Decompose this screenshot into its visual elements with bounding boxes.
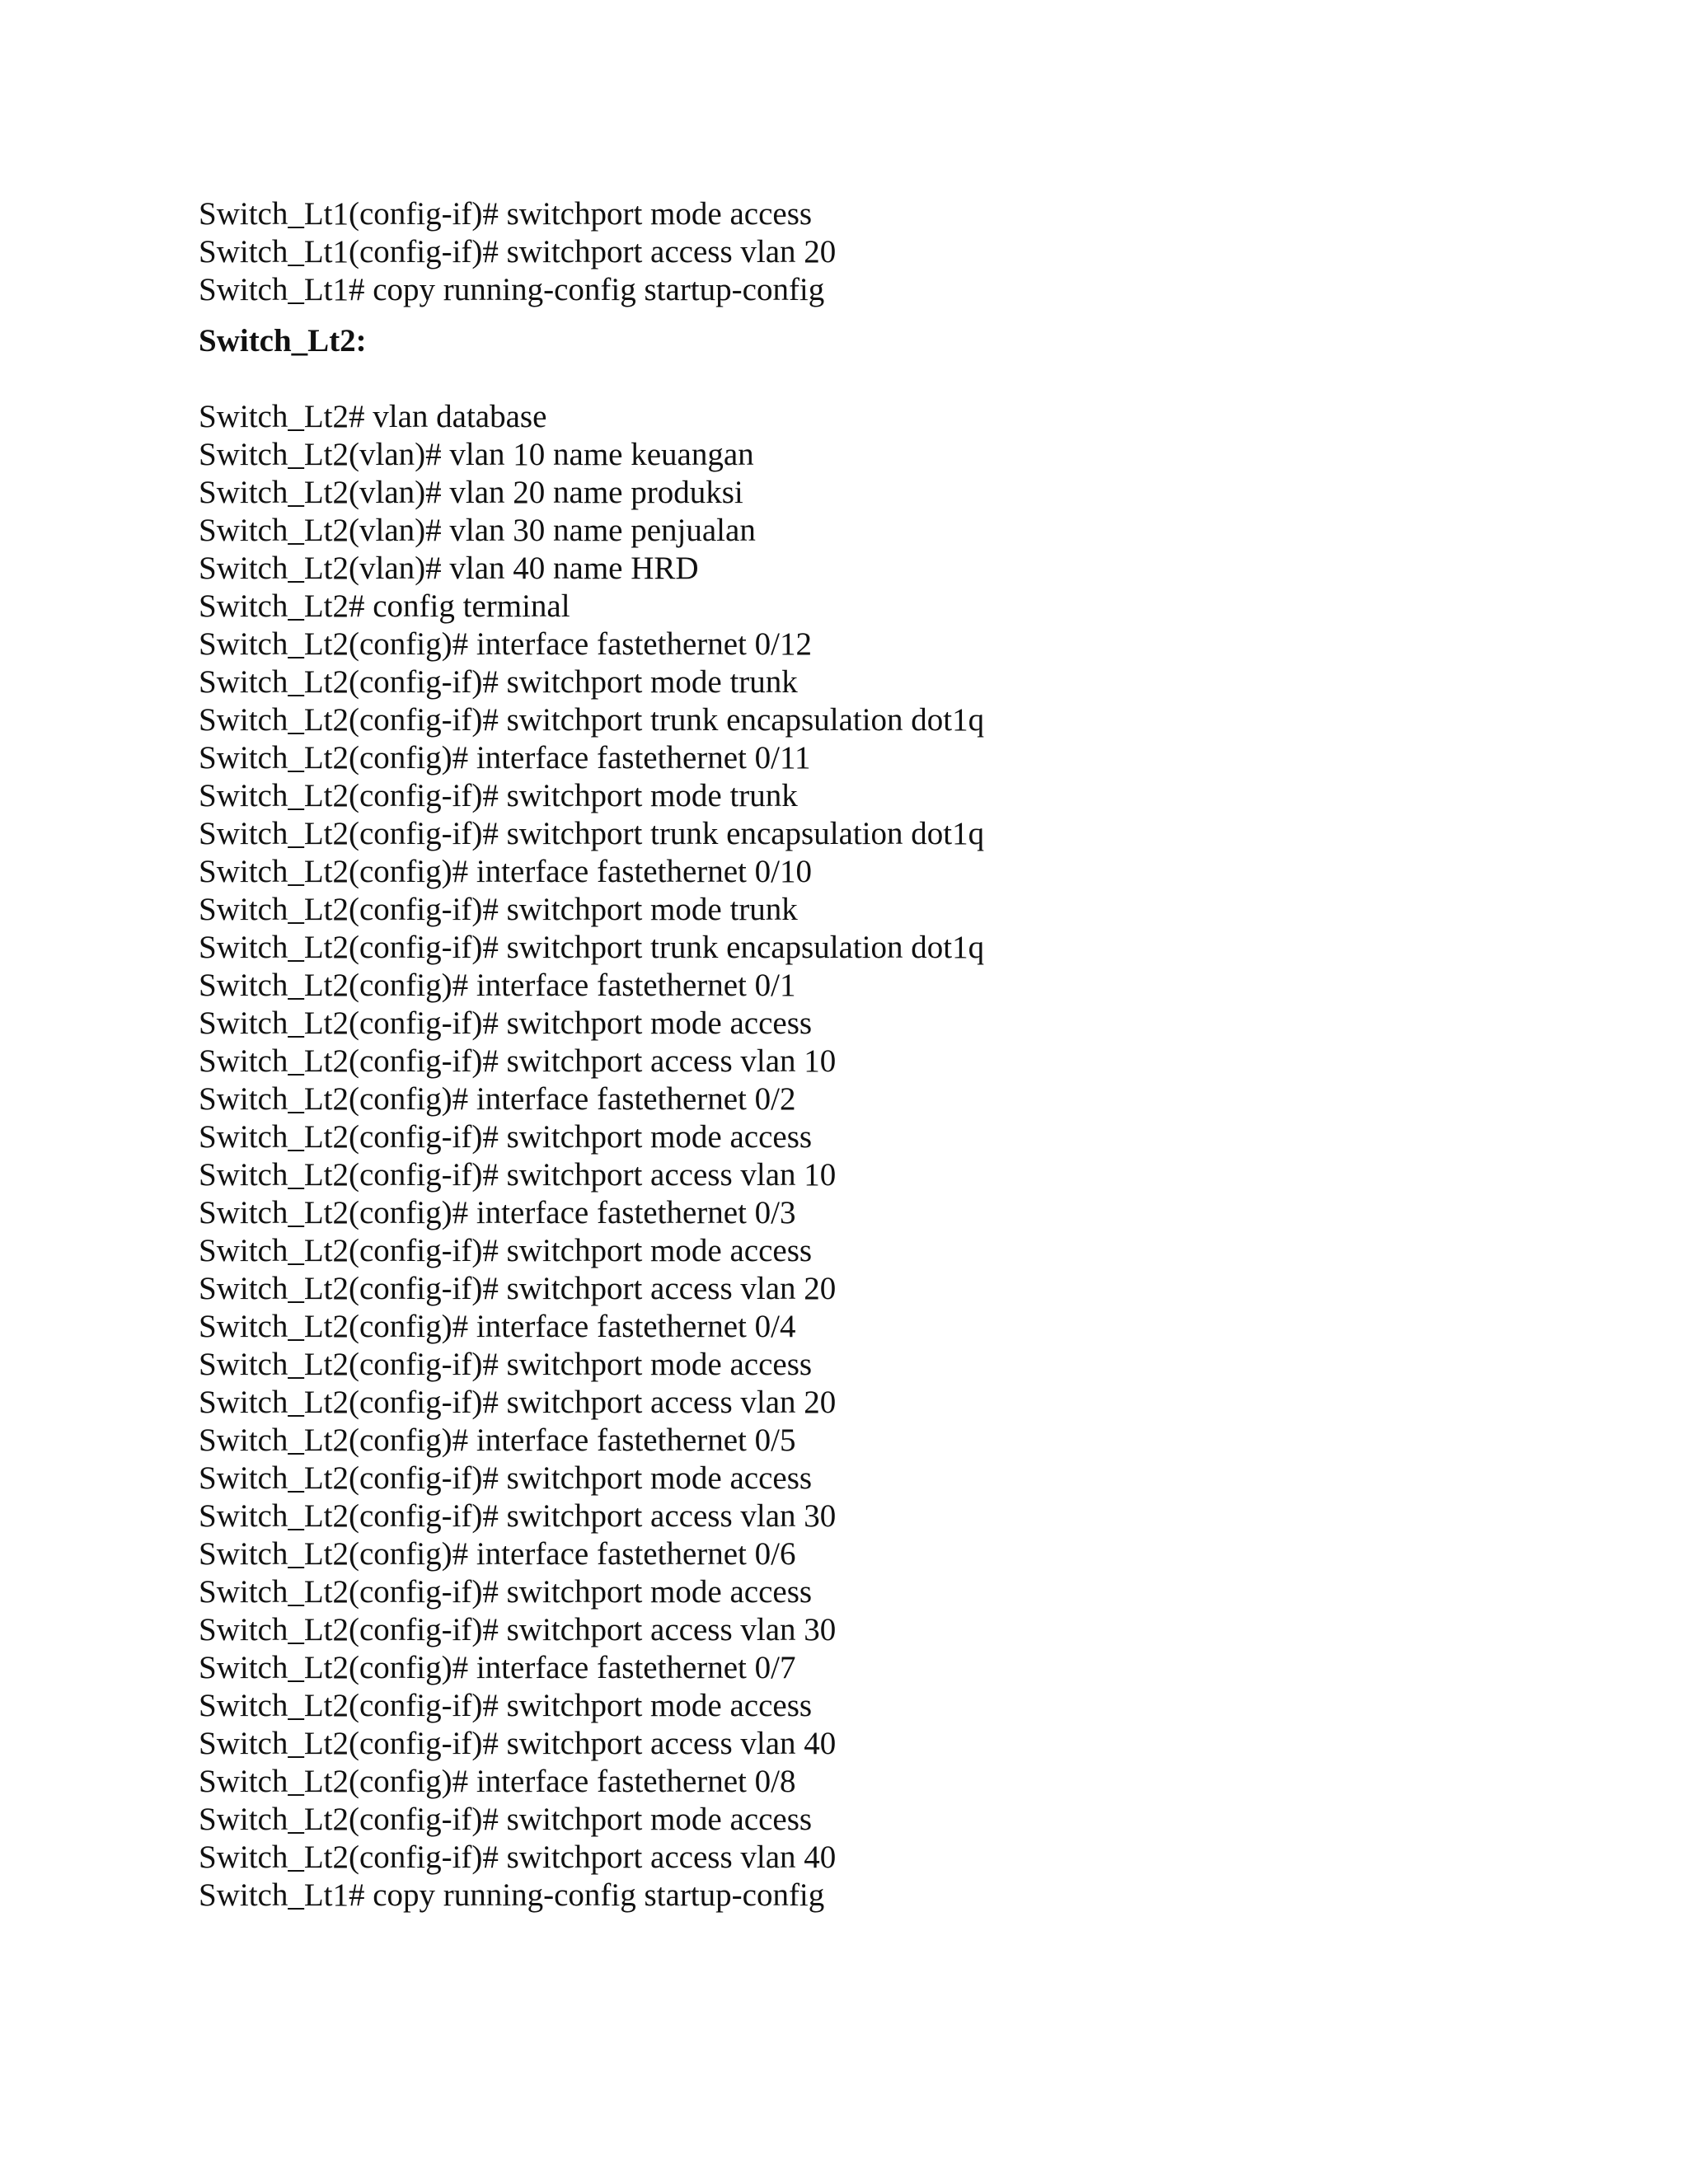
command-line: Switch_Lt2(config-if)# switchport mode trunk — [199, 778, 798, 813]
command-line: Switch_Lt2(config-if)# switchport access vlan 10 — [199, 1157, 837, 1193]
command-line: Switch_Lt2(vlan)# vlan 30 name penjualan — [199, 513, 756, 548]
command-line: Switch_Lt2(vlan)# vlan 20 name produksi — [199, 475, 743, 510]
command-line: Switch_Lt2# vlan database — [199, 399, 547, 434]
command-line: Switch_Lt1# copy running-config startup-config — [199, 272, 825, 307]
command-line: Switch_Lt2(config-if)# switchport mode trunk — [199, 664, 798, 700]
command-line: Switch_Lt2(config)# interface fastethernet 0/4 — [199, 1309, 796, 1344]
config-block-lt1 — [199, 195, 1600, 309]
command-line: Switch_Lt2(config-if)# switchport trunk encapsulation dot1q — [199, 702, 985, 738]
command-line: Switch_Lt2(config-if)# switchport access vlan 10 — [199, 1043, 837, 1079]
document-body — [199, 195, 1600, 1915]
command-line: Switch_Lt2(config-if)# switchport access vlan 20 — [199, 1385, 837, 1420]
command-line: Switch_Lt2(config-if)# switchport mode access — [199, 1119, 813, 1155]
command-line: Switch_Lt2(config-if)# switchport trunk encapsulation dot1q — [199, 930, 985, 965]
command-line: Switch_Lt2(config)# interface fastethernet 0/12 — [199, 626, 812, 662]
command-line: Switch_Lt2(config-if)# switchport access vlan 40 — [199, 1840, 837, 1875]
command-line: Switch_Lt2(config-if)# switchport access vlan 30 — [199, 1498, 837, 1534]
command-line: Switch_Lt1(config-if)# switchport mode access — [199, 196, 813, 232]
command-line: Switch_Lt2(config)# interface fastethernet 0/6 — [199, 1536, 796, 1572]
command-line: Switch_Lt2(config)# interface fastethernet 0/1 — [199, 968, 796, 1003]
command-line: Switch_Lt2(config-if)# switchport mode access — [199, 1233, 813, 1268]
command-line: Switch_Lt2(vlan)# vlan 10 name keuangan — [199, 437, 754, 472]
command-line: Switch_Lt1# copy running-config startup-config — [199, 1877, 825, 1913]
command-line: Switch_Lt2(config-if)# switchport mode access — [199, 1688, 813, 1723]
command-line: Switch_Lt2(config)# interface fastethernet 0/5 — [199, 1422, 796, 1458]
command-line: Switch_Lt2(config)# interface fastethernet 0/3 — [199, 1195, 796, 1230]
command-line: Switch_Lt2(config-if)# switchport mode trunk — [199, 892, 798, 927]
command-line: Switch_Lt2(config)# interface fastethernet 0/7 — [199, 1650, 796, 1685]
command-line: Switch_Lt2(config-if)# switchport mode access — [199, 1005, 813, 1041]
command-line: Switch_Lt2(config-if)# switchport access vlan 40 — [199, 1726, 837, 1761]
command-line: Switch_Lt2(config)# interface fastethernet 0/2 — [199, 1081, 796, 1117]
command-line: Switch_Lt2(config)# interface fastethernet 0/10 — [199, 854, 812, 889]
command-line: Switch_Lt2# config terminal — [199, 588, 570, 624]
command-line: Switch_Lt2(config-if)# switchport mode access — [199, 1347, 813, 1382]
command-line: Switch_Lt2(vlan)# vlan 40 name HRD — [199, 551, 699, 586]
command-line: Switch_Lt2(config)# interface fastethernet 0/11 — [199, 740, 811, 776]
command-line: Switch_Lt1(config-if)# switchport access vlan 20 — [199, 234, 837, 269]
config-block-lt2 — [199, 398, 1600, 1915]
command-line: Switch_Lt2(config-if)# switchport mode access — [199, 1460, 813, 1496]
command-line: Switch_Lt2(config-if)# switchport access vlan 20 — [199, 1271, 837, 1306]
command-line: Switch_Lt2(config-if)# switchport access vlan 30 — [199, 1612, 837, 1647]
command-line: Switch_Lt2(config-if)# switchport mode access — [199, 1574, 813, 1610]
command-line: Switch_Lt2(config-if)# switchport mode access — [199, 1802, 813, 1837]
command-line: Switch_Lt2(config)# interface fastethernet 0/8 — [199, 1764, 796, 1799]
command-line: Switch_Lt2(config-if)# switchport trunk encapsulation dot1q — [199, 816, 985, 851]
section-heading-switch-lt2: Switch_Lt2: — [199, 323, 367, 359]
